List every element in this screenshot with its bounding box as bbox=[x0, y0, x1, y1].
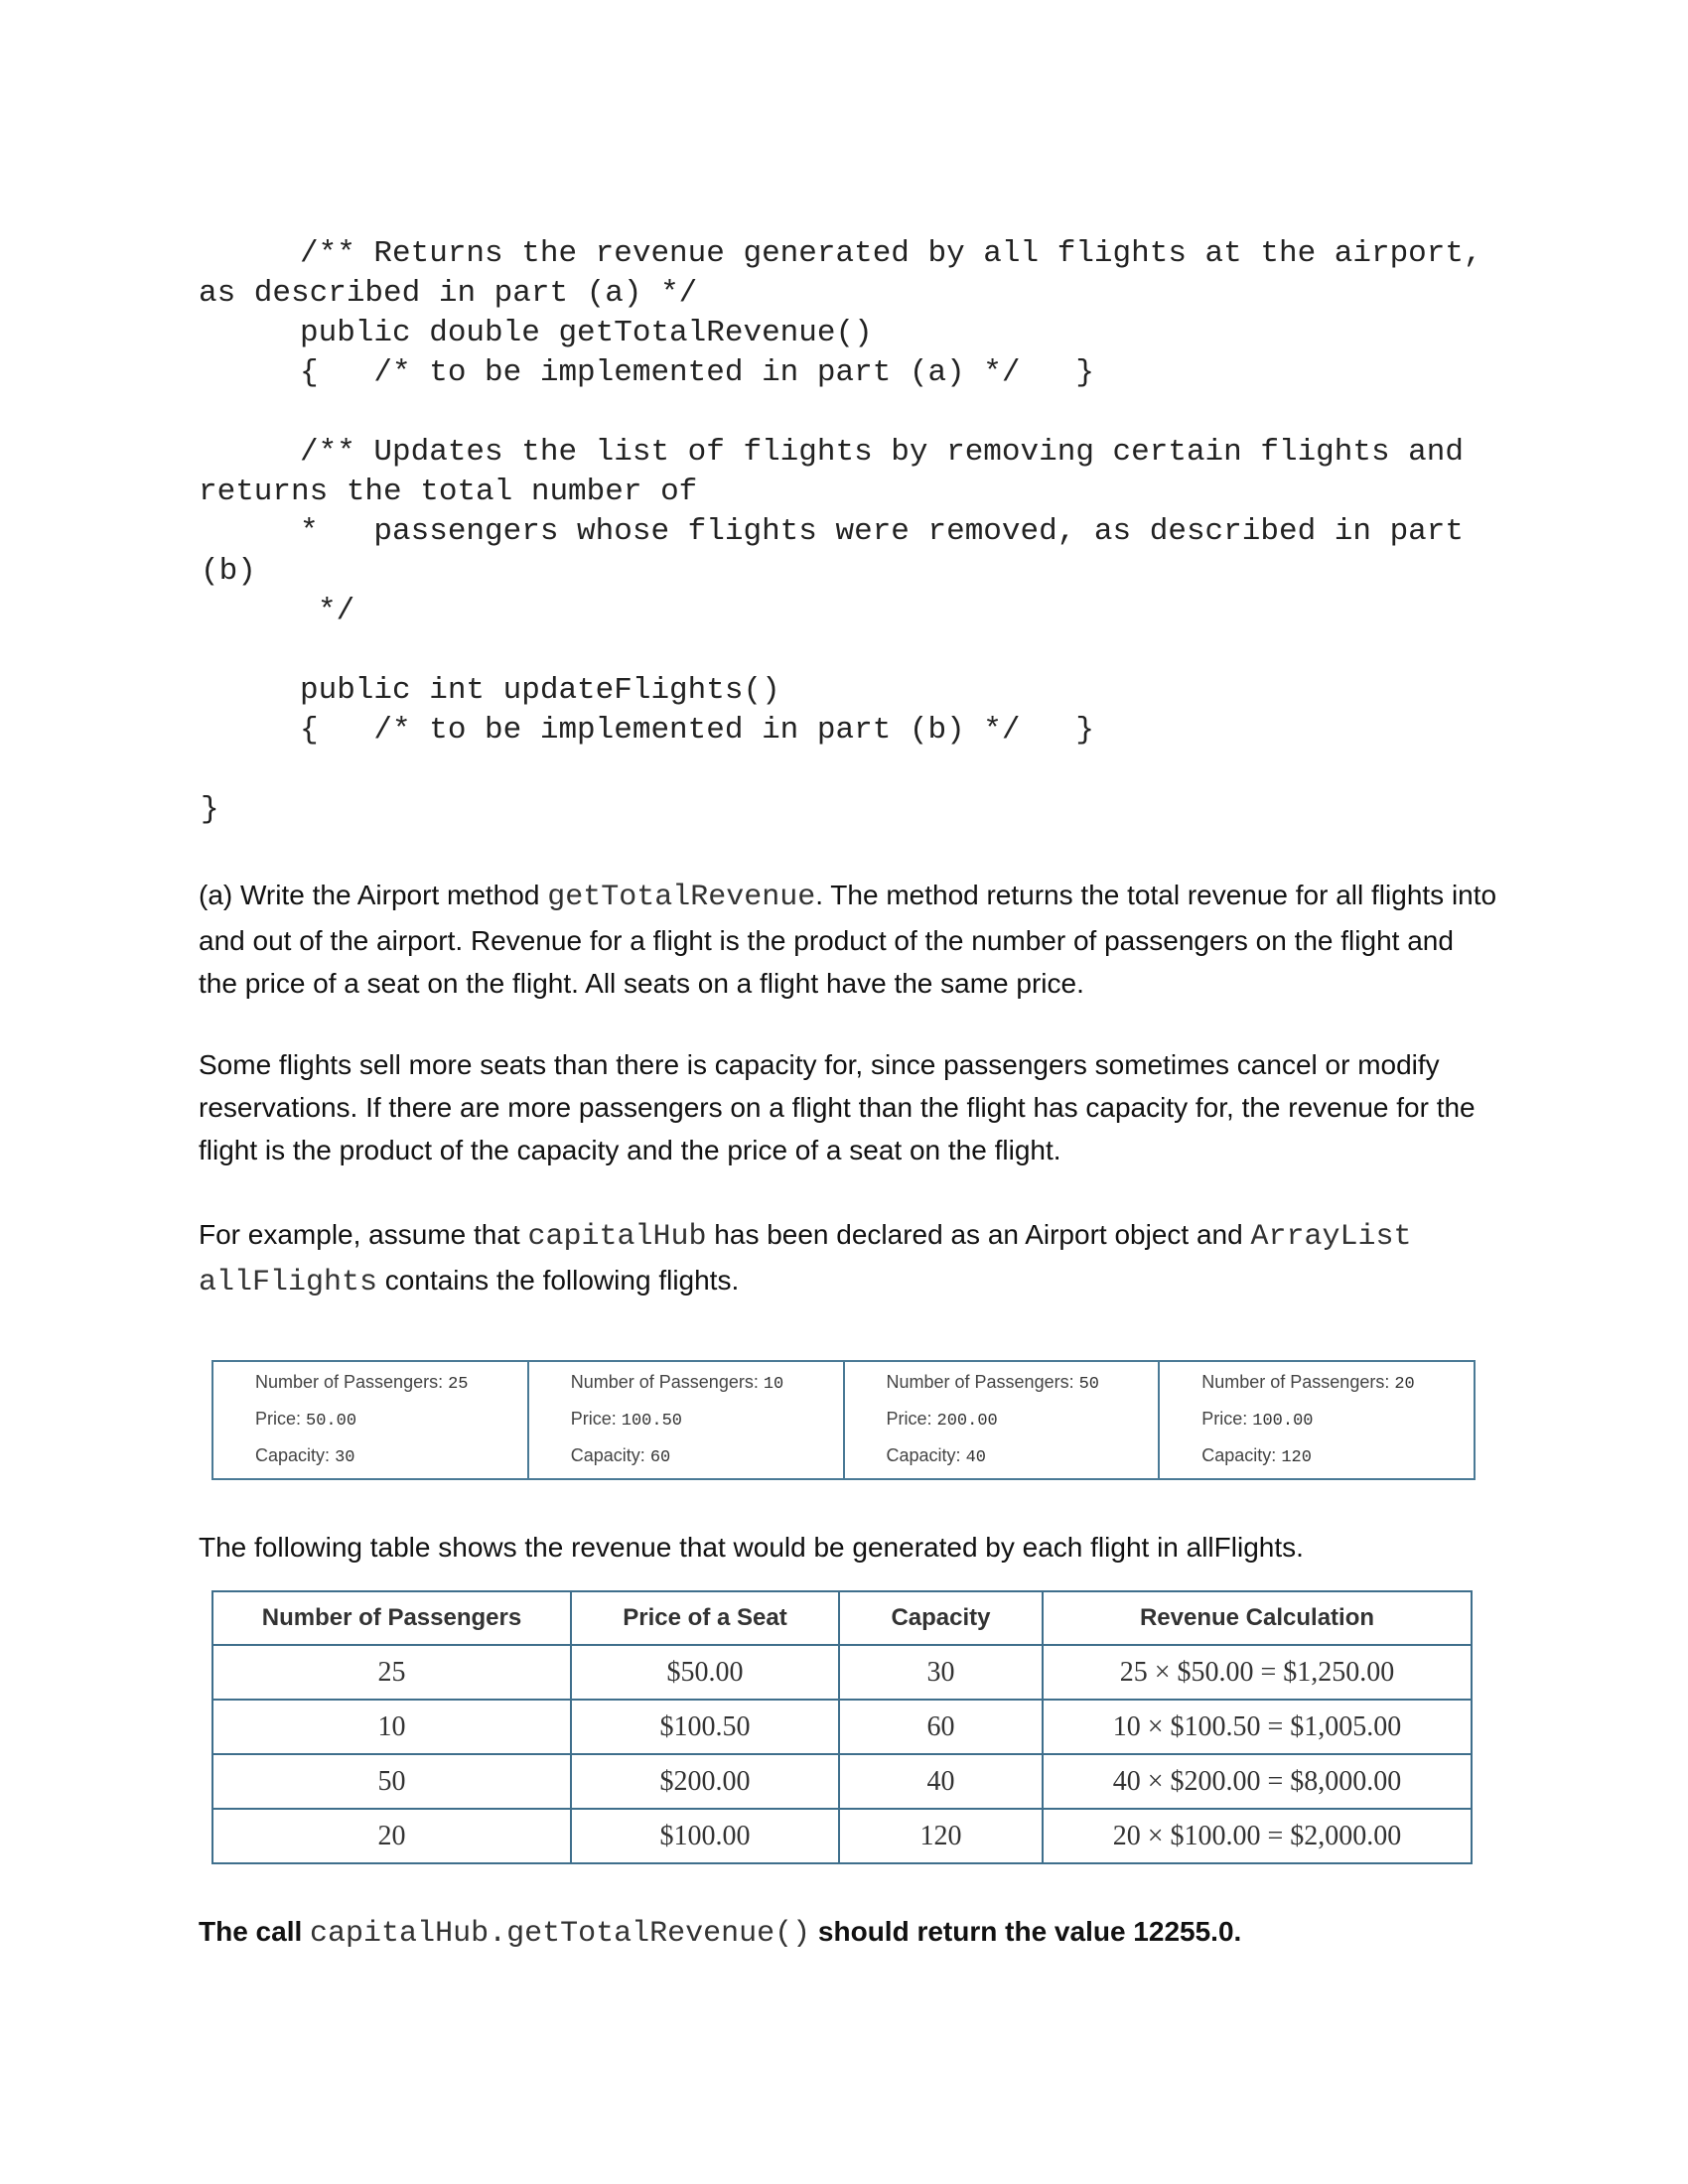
capacity-label: Capacity: bbox=[886, 1445, 961, 1465]
table-cell: 40 × $200.00 = $8,000.00 bbox=[1043, 1754, 1472, 1809]
passengers-value: 50 bbox=[1078, 1375, 1100, 1394]
code-line: (b) bbox=[201, 554, 256, 589]
price-value: 100.00 bbox=[1252, 1412, 1314, 1431]
table-cell: $200.00 bbox=[571, 1754, 839, 1809]
table-cell: 30 bbox=[839, 1645, 1043, 1700]
text: The following table shows the revenue that would be generated by each flight in allFlights. bbox=[199, 1532, 1304, 1563]
inline-code: getTotalRevenue bbox=[547, 881, 816, 914]
table-cell: 50 bbox=[212, 1754, 571, 1809]
flight-cell bbox=[212, 1361, 528, 1479]
price-value: 100.50 bbox=[621, 1412, 682, 1431]
table-row bbox=[212, 1754, 1472, 1809]
conclusion bbox=[199, 1916, 1241, 1951]
column-header: Revenue Calculation bbox=[1043, 1591, 1472, 1645]
capacity-paragraph bbox=[199, 1043, 1499, 1171]
code-line: as described in part (a) */ bbox=[199, 276, 698, 311]
text: The call bbox=[199, 1916, 311, 1947]
capacity-value: 40 bbox=[965, 1448, 986, 1467]
inline-code: ArrayList allFlights bbox=[199, 1220, 1412, 1299]
part-a-paragraph bbox=[199, 874, 1499, 1005]
code-line: * passengers whose flights were removed, as described in part bbox=[300, 514, 1464, 549]
revenue-table bbox=[211, 1590, 1473, 1864]
table-cell: 10 × $100.50 = $1,005.00 bbox=[1043, 1700, 1472, 1754]
capacity-value: 120 bbox=[1281, 1448, 1312, 1467]
price-label: Price: bbox=[570, 1409, 617, 1429]
passengers-label: Number of Passengers: bbox=[1201, 1372, 1390, 1392]
text: has been declared as an Airport object and bbox=[706, 1219, 1251, 1250]
text: For example, assume that bbox=[199, 1219, 528, 1250]
column-header: Number of Passengers bbox=[212, 1591, 571, 1645]
capacity-label: Capacity: bbox=[255, 1445, 331, 1465]
column-header: Price of a Seat bbox=[571, 1591, 839, 1645]
revenue-intro bbox=[199, 1526, 1499, 1569]
passengers-value: 25 bbox=[448, 1375, 469, 1394]
table-row bbox=[212, 1809, 1472, 1863]
column-header: Capacity bbox=[839, 1591, 1043, 1645]
table-cell: 60 bbox=[839, 1700, 1043, 1754]
code-line: /** Updates the list of flights by removing certain flights and bbox=[300, 435, 1464, 470]
flight-cell bbox=[844, 1361, 1160, 1479]
table-cell: 20 bbox=[212, 1809, 571, 1863]
code-line: */ bbox=[318, 594, 355, 628]
flight-cell bbox=[1159, 1361, 1475, 1479]
text: . The method returns the total revenue for all flights into and out of the airport. Revenue for a flight is the product of the number of passengers on the flight and the price of a seat on the flight. All seats on a flight have the same price. bbox=[199, 880, 1497, 999]
capacity-value: 30 bbox=[335, 1448, 355, 1467]
table-cell: 40 bbox=[839, 1754, 1043, 1809]
capacity-label: Capacity: bbox=[1201, 1445, 1277, 1465]
table-row bbox=[212, 1700, 1472, 1754]
code-line: public double getTotalRevenue() bbox=[300, 316, 873, 350]
table-header-row bbox=[212, 1591, 1472, 1645]
code-line: { /* to be implemented in part (a) */ } bbox=[300, 355, 1094, 390]
text: contains the following flights. bbox=[377, 1265, 740, 1296]
flight-cell bbox=[528, 1361, 844, 1479]
table-cell: $100.50 bbox=[571, 1700, 839, 1754]
price-value: 200.00 bbox=[936, 1412, 998, 1431]
text: Some flights sell more seats than there is capacity for, since passengers sometimes cancel or modify reservations. If there are more passengers on a flight than the flight has capacity for, the revenue for the flight is the product of the capacity and the price of a seat on the flight. bbox=[199, 1049, 1476, 1165]
inline-code: capitalHub bbox=[527, 1220, 707, 1254]
table-cell: 10 bbox=[212, 1700, 571, 1754]
code-line: } bbox=[201, 792, 219, 827]
passengers-label: Number of Passengers: bbox=[570, 1372, 759, 1392]
price-label: Price: bbox=[255, 1409, 302, 1429]
passengers-label: Number of Passengers: bbox=[255, 1372, 444, 1392]
price-label: Price: bbox=[1201, 1409, 1248, 1429]
table-cell: 20 × $100.00 = $2,000.00 bbox=[1043, 1809, 1472, 1863]
price-value: 50.00 bbox=[306, 1412, 357, 1431]
text: should return the value 12255.0. bbox=[810, 1916, 1242, 1947]
code-line: { /* to be implemented in part (b) */ } bbox=[300, 713, 1094, 748]
passengers-value: 10 bbox=[763, 1375, 784, 1394]
table-cell: $50.00 bbox=[571, 1645, 839, 1700]
table-cell: 25 bbox=[212, 1645, 571, 1700]
code-line: public int updateFlights() bbox=[300, 673, 780, 708]
table-cell: $100.00 bbox=[571, 1809, 839, 1863]
example-paragraph bbox=[199, 1213, 1499, 1304]
code-line: returns the total number of bbox=[199, 475, 698, 509]
table-cell: 120 bbox=[839, 1809, 1043, 1863]
inline-code: capitalHub.getTotalRevenue() bbox=[310, 1917, 811, 1951]
capacity-label: Capacity: bbox=[570, 1445, 645, 1465]
table-row bbox=[212, 1645, 1472, 1700]
table-cell: 25 × $50.00 = $1,250.00 bbox=[1043, 1645, 1472, 1700]
passengers-value: 20 bbox=[1394, 1375, 1415, 1394]
text: (a) Write the Airport method bbox=[199, 880, 548, 910]
flights-table bbox=[211, 1360, 1476, 1480]
price-label: Price: bbox=[886, 1409, 932, 1429]
capacity-value: 60 bbox=[649, 1448, 671, 1467]
passengers-label: Number of Passengers: bbox=[886, 1372, 1074, 1392]
code-line: /** Returns the revenue generated by all flights at the airport, bbox=[300, 236, 1482, 271]
